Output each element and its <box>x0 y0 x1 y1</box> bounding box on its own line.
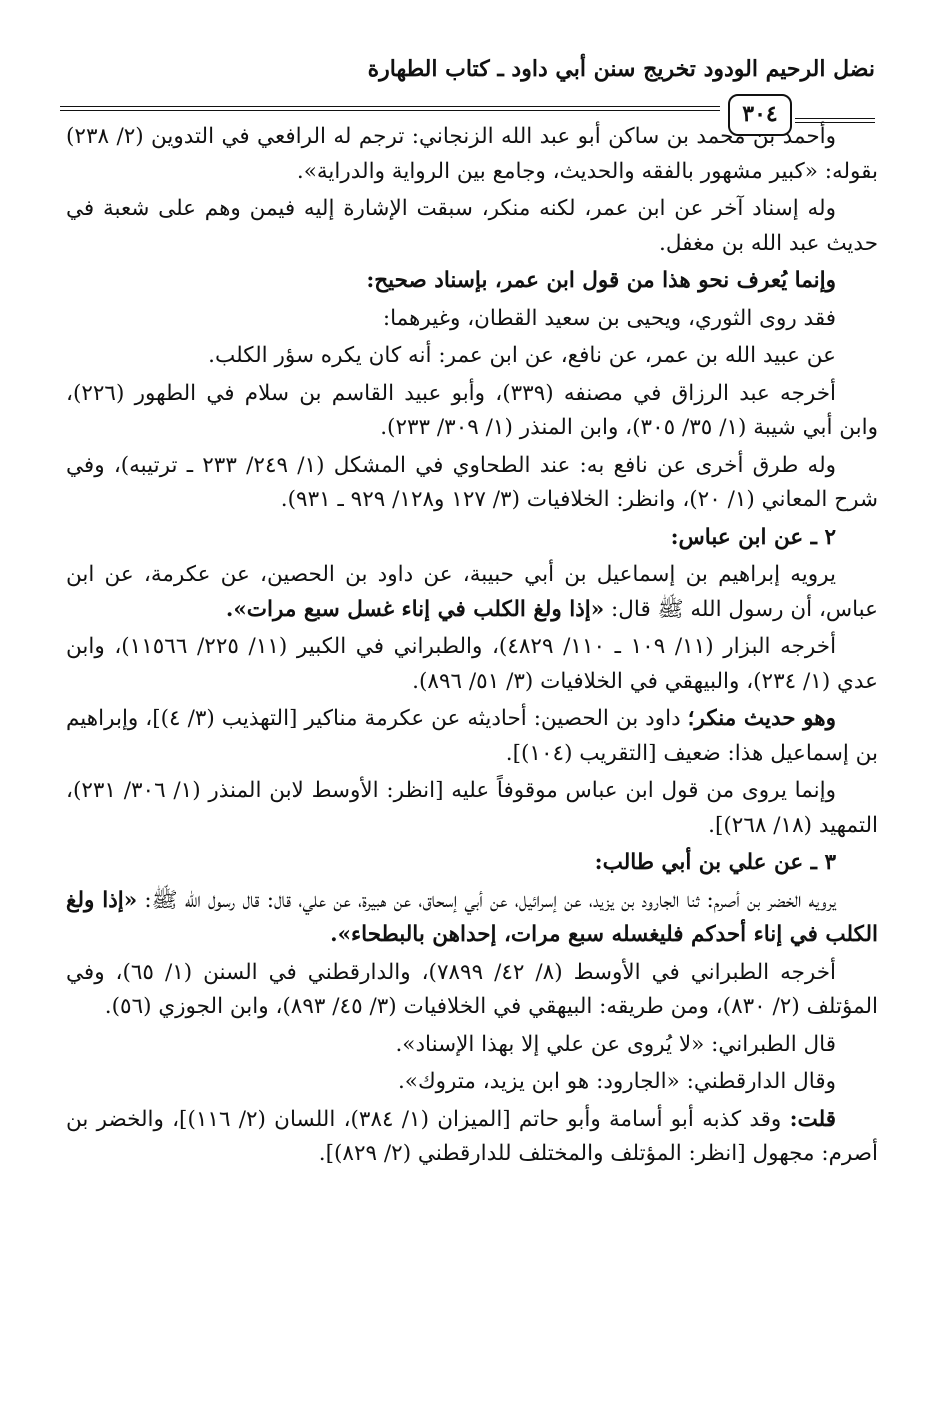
paragraph-text: يرويه الخضر بن أصرم: ثنا الجارود بن يزيد، عن إسرائيل، عن أبي إسحاق، عن هبيرة، عن علي، قال: قال رسول الله ﷺ: <box>137 887 836 913</box>
section-heading: ٢ ـ عن ابن عباس: <box>670 524 836 550</box>
paragraph <box>66 558 878 627</box>
paragraph: وأحمد بن محمد بن ساكن أبو عبد الله الزنجاني: ترجم له الرافعي في التدوين (٢/ ٢٣٨) بقوله: «كبير مشهور بالفقه والحديث، وجامع بين الرواية والدراية». <box>66 124 878 184</box>
paragraph: أخرجه البزار (١١/ ١٠٩ ـ ١١٠/ ٤٨٢٩)، والطبراني في الكبير (١١/ ٢٢٥/ ١١٥٦٦)، وابن عدي (١/ ٢٣٤)، والبيهقي في الخلافيات (٣/ ٥١/ ٨٩٦). <box>66 634 878 694</box>
header-rule <box>60 106 720 107</box>
page-body <box>66 120 878 1390</box>
paragraph: أخرجه عبد الرزاق في مصنفه (٣٣٩)، وأبو عبيد القاسم بن سلام في الطهور (٢٢٦)، وابن أبي شيبة (١/ ٣٥/ ٣٠٥)، وابن المنذر (١/ ٣٠٩/ ٢٣٣). <box>66 380 878 440</box>
page-number: ٣٠٤ <box>728 94 792 136</box>
running-title: نضل الرحيم الودود تخريج سنن أبي داود ـ كتاب الطهارة <box>367 56 875 82</box>
paragraph: وله طرق أخرى عن نافع به: عند الطحاوي في المشكل (١/ ٢٤٩/ ٢٣٣ ـ ترتيبه)، وفي شرح المعاني (١/ ٢٠)، وانظر: الخلافيات (٣/ ١٢٧ و١٢٨/ ٩٢٩ ـ ٩٣١). <box>66 452 878 512</box>
paragraph-text: داود بن الحصين: أحاديثه عن عكرمة مناكير [التهذيب (٣/ ٤)]، وإبراهيم بن إسماعيل هذا: ضعيف [التقريب (١٠٤)]. <box>66 706 878 766</box>
hadith-text: «إذا ولغ الكلب في إناء أحدكم فليغسله سبع مرات، إحداهن بالبطحاء». <box>66 887 878 947</box>
paragraph: أخرجه الطبراني في الأوسط (٨/ ٤٢/ ٧٨٩٩)، والدارقطني في السنن (١/ ٦٥)، وفي المؤتلف (٢/ ٨٣٠)، ومن طريقه: البيهقي في الخلافيات (٣/ ٤٥/ ٨٩٣)، وابن الجوزي (٥٦). <box>66 959 878 1019</box>
paragraph: وقال الدارقطني: «الجارود: هو ابن يزيد، متروك». <box>397 1069 836 1094</box>
hadith-text: «إذا ولغ الكلب في إناء غسل سبع مرات». <box>225 596 605 622</box>
comment-label: قلت: <box>789 1106 837 1132</box>
paragraph: عن عبيد الله بن عمر، عن نافع، عن ابن عمر: أنه كان يكره سؤر الكلب. <box>208 343 836 368</box>
section-heading: ٣ ـ عن علي بن أبي طالب: <box>594 850 836 875</box>
paragraph-text: وقد كذبه أبو أسامة وأبو حاتم [الميزان (١/ ٣٨٤)، اللسان (٢/ ١١٦)]، والخضر بن أصرم: مجهول [انظر: المؤتلف والمختلف للدارقطني (٢/ ٨٢٩)]. <box>66 1106 878 1166</box>
paragraph <box>66 702 878 771</box>
ruling-label: وهو حديث منكر؛ <box>687 706 837 731</box>
paragraph: وله إسناد آخر عن ابن عمر، لكنه منكر، سبقت الإشارة إليه فيمن وهم على شعبة في حديث عبد الله بن مغفل. <box>66 196 878 256</box>
paragraph: وإنما يروى من قول ابن عباس موقوفاً عليه [انظر: الأوسط لابن المنذر (١/ ٣٠٦/ ٢٣١)، التمهيد (١٨/ ٢٦٨)]. <box>66 778 878 838</box>
header-rule <box>795 118 875 119</box>
paragraph: فقد روى الثوري، ويحيى بن سعيد القطان، وغيرهما: <box>382 305 836 331</box>
paragraph: قال الطبراني: «لا يُروى عن علي إلا بهذا الإسناد». <box>395 1031 836 1057</box>
page-header <box>60 42 875 127</box>
paragraph-text: يرويه إبراهيم بن إسماعيل بن أبي حبيبة، عن داود بن الحصين، عن عكرمة، عن ابن عباس، أن رسول الله ﷺ قال: <box>66 562 878 622</box>
paragraph <box>66 1103 878 1172</box>
paragraph <box>66 884 878 953</box>
header-rule <box>60 110 720 111</box>
bold-statement: وإنما يُعرف نحو هذا من قول ابن عمر، بإسناد صحيح: <box>366 268 836 293</box>
